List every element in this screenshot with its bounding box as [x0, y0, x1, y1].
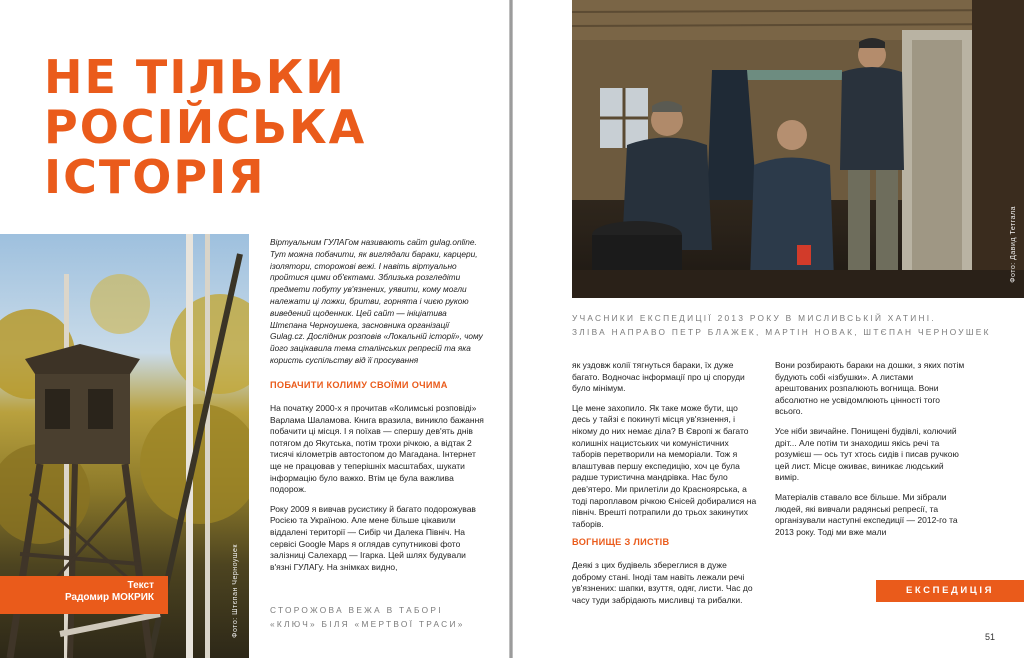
paragraph: як уздовж колії тягнуться бараки, їх дуже багато. Водночас інформації про ці споруди було мінімум. [572, 360, 745, 394]
hut-caption-line-1: УЧАСНИКИ ЕКСПЕДИЦІЇ 2013 РОКУ В МИСЛИВСЬКІЙ ХАТИНІ. [572, 313, 936, 323]
author-box [0, 576, 168, 614]
left-page [0, 0, 509, 658]
hut-photo-credit: Фото: Давид Тетгала [1010, 206, 1017, 283]
subheading-fire: ВОГНИЩЕ З ЛИСТІВ [572, 537, 670, 547]
paragraph: Деякі з цих будівель збереглися в дуже доброму стані. Іноді там навіть лежали речі ув'язнених: шапки, взуття, одяг, листи. Час до часу туди забрідають мисливці та рибалки. [572, 560, 753, 605]
right-body-column-1 [572, 360, 757, 538]
article-lead: Віртуальним ГУЛАГом називають сайт gulag.online. Тут можна побачити, як виглядали бараки, карцери, ізолятори, сторожові вежі. І навіть віртуально пройтися цими об'єктами. Зблизька розгледіти предмети побуту ув'язнених, уявити, кому могли належати ці ложки, бритви, горнята і чиєю рукою виведений щоденник. Цей сайт — ініціатива Штєпана Черноушека, засновника організації Gulag.cz. Дослідник розповів «Локальній історії», чому його зацікавила тема сталінських репресій та яка користь суспільству від її просування [270, 237, 483, 365]
paragraph: Вони розбирають бараки на дошки, з яких потім будують собі «ізбушки». А листами арештованих розпалюють вогнища. Вони абсолютно не усвідомлюють цінності того всього. [775, 360, 965, 417]
right-body-column-2 [775, 360, 965, 546]
title-line-1: НЕ ТІЛЬКИ [44, 50, 346, 104]
author-name: Радомир МОКРИК [64, 592, 154, 603]
tower-photo-credit: Фото: Штєпан Черноушек [232, 544, 239, 638]
section-tag: ЕКСПЕДИЦІЯ [876, 580, 1024, 602]
hut-photo-caption [572, 311, 1024, 339]
author-label: Текст [127, 580, 154, 591]
paragraph: Матеріалів ставало все більше. Ми зібрали людей, які вивчали радянські репресії, та організували наступні експедиції — 2012-го та 2013 року. Тоді ми вже мали [775, 491, 958, 537]
hut-caption-line-2: ЗЛІВА НАПРАВО ПЕТР БЛАЖЕК, МАРТІН НОВАК, ШТЄПАН ЧЕРНОУШЕК [572, 327, 991, 337]
paragraph: На початку 2000-х я прочитав «Колимські розповіді» Варлама Шаламова. Книга вразила, виникло бажання побачити ці місця. І я поїхав — спершу дев'ять днів потягом до Якутська, потім трохи річкою, а відтак 2 тисячі кілометрів автостопом до Магадана. Інтернет ще не працював у теперішніх масштабах, шукати інформацію було важко. Втім це була важлива подорож. [270, 403, 484, 495]
tower-photo-caption: СТОРОЖОВА ВЕЖА В ТАБОРІ «КЛЮЧ» БІЛЯ «МЕРТВОЇ ТРАСИ» [270, 605, 465, 629]
paragraph: Року 2009 я вивчав русистику й багато подорожував Росією та Україною. Але мене більше цікавили віддалені території — Сибір чи Далека Північ. На сервісі Google Maps я оглядав супутникові фото залізниці Салехард — Ігарка. Цей шлях будували в'язні ГУЛАГу. На знімках видно, [270, 503, 476, 572]
title-line-2: РОСІЙСЬКА [44, 100, 367, 154]
page-number: 51 [985, 632, 996, 642]
right-body-column-1b [572, 560, 757, 614]
hut-photo [572, 0, 1024, 298]
article-title [44, 52, 366, 202]
subheading-kolyma: ПОБАЧИТИ КОЛИМУ СВОЇМИ ОЧИМА [270, 380, 448, 390]
left-body-column [270, 403, 485, 581]
title-line-3: ІСТОРІЯ [44, 150, 266, 204]
hut-illustration [572, 0, 1024, 298]
paragraph: Це мене захопило. Як таке може бути, що десь у тайзі є покинуті місця ув'язнення, і нікому до них немає діла? В Європі ж багато колишніх нацистських чи комуністичних таборів перетворили на меморіали. Тож я влаштував першу експедицію, хоч це була радше туристична мандрівка. Нас було дев'ятеро. Ми прилетіли до Красноярська, а тоді пароплавом річкою Єнісей добиралися на північ. Врешті потрапили до трьох закинутих таборів. [572, 402, 757, 529]
paragraph: Усе ніби звичайне. Понищені будівлі, колючий дріт... Але потім ти знаходиш якісь речі та розумієш — ось тут хтось сидів і писав ручкою цей лист. Місце оживає, виникає людський вимір. [775, 425, 959, 483]
right-page [513, 0, 1024, 658]
